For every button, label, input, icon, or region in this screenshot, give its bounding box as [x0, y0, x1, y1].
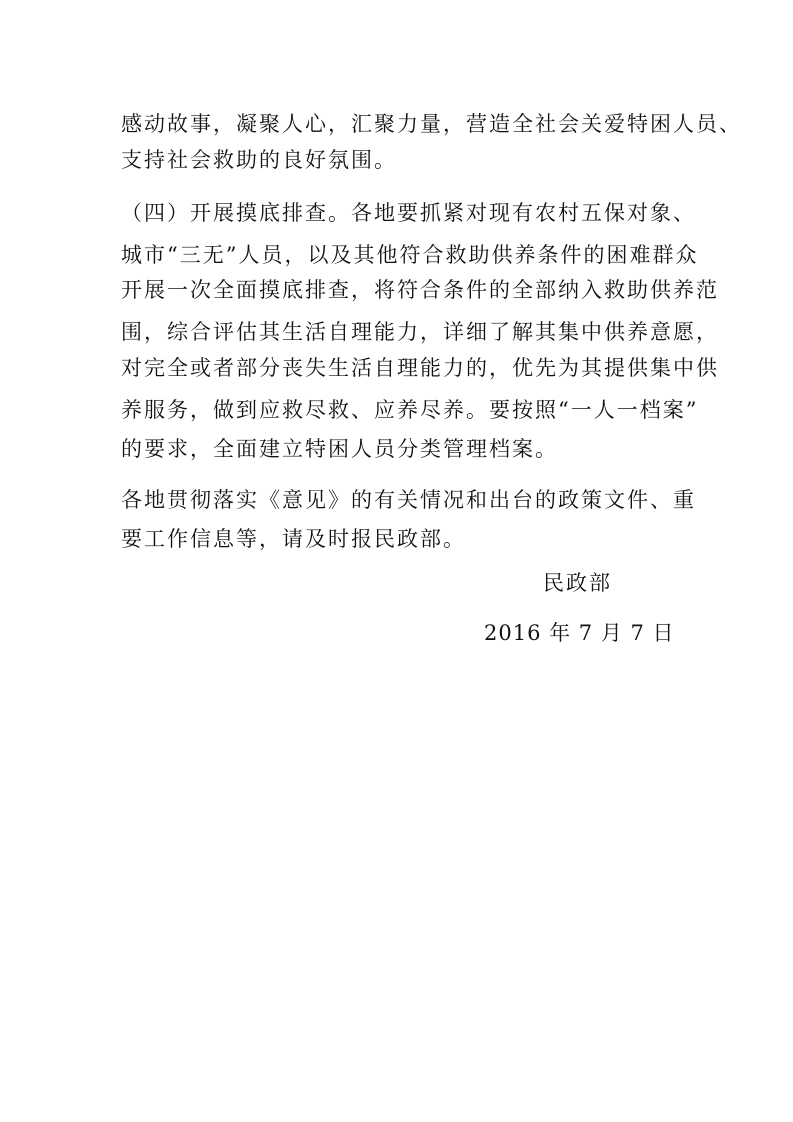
paragraph-2-line-4: 围，综合评估其生活自理能力，详细了解其集中供养意愿，: [121, 320, 719, 344]
paragraph-2-line-7: 的要求，全面建立特困人员分类管理档案。: [121, 437, 558, 461]
paragraph-2-line-2: 城市“三无”人员，以及其他符合救助供养条件的困难群众: [121, 243, 699, 267]
paragraph-2-line-5: 对完全或者部分丧失生活自理能力的，优先为其提供集中供: [121, 356, 719, 380]
paragraph-1-line-2: 支持社会救助的良好氛围。: [121, 148, 397, 172]
paragraph-1-line-1: 感动故事，凝聚人心，汇聚力量，营造全社会关爱特困人员、: [121, 112, 742, 136]
paragraph-2-line-1: （四）开展摸底排查。各地要抓紧对现有农村五保对象、: [121, 201, 696, 225]
signature-date: 2016 年 7 月 7 日: [484, 621, 675, 645]
paragraph-2-line-3: 开展一次全面摸底排查，将符合条件的全部纳入救助供养范: [121, 278, 719, 302]
paragraph-3-line-1: 各地贯彻落实《意见》的有关情况和出台的政策文件、重: [121, 488, 696, 512]
paragraph-2-line-6: 养服务，做到应救尽救、应养尽养。要按照“一人一档案”: [121, 398, 699, 422]
signature-organization: 民政部: [543, 571, 612, 595]
paragraph-3-line-2: 要工作信息等，请及时报民政部。: [121, 527, 466, 551]
